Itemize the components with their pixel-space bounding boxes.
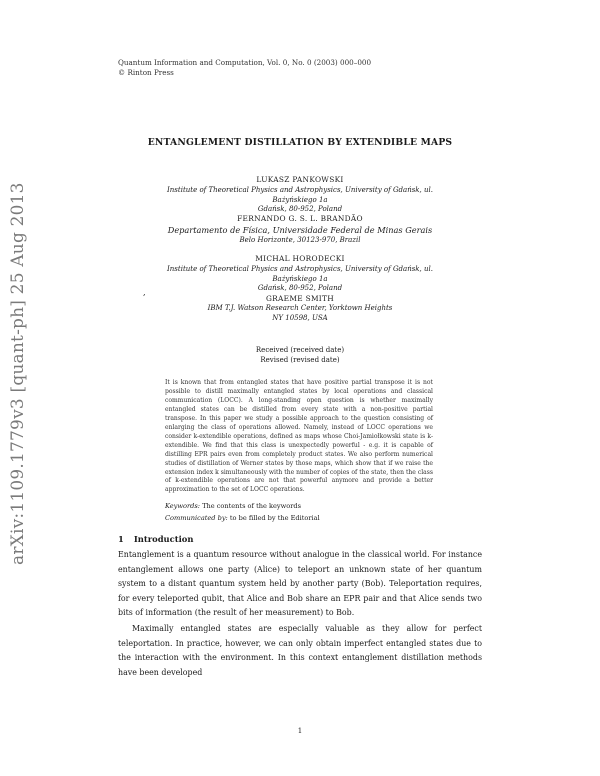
revised-date: Revised (revised date) [260, 356, 340, 364]
affiliation-line: Institute of Theoretical Physics and Astrophysics, University of Gdańsk, ul. Bażyńskiego 1a [167, 186, 433, 204]
affiliation-line: Gdańsk, 80-952, Poland [257, 284, 343, 292]
section-title: Introduction [133, 534, 194, 544]
page-number: 1 [297, 727, 303, 735]
author-name: LUKASZ PANKOWSKI [256, 175, 344, 184]
author-affiliation [150, 304, 450, 323]
author-affiliation [150, 225, 450, 245]
submission-dates [0, 345, 600, 365]
arxiv-stamp: arXiv:1109.1779v3 [quant-ph] 25 Aug 2013 [8, 182, 28, 565]
body-paragraph: Entanglement is a quantum resource without analogue in the classical world. For instance entanglement allows one party (Alice) to teleport an unknown state of her quantum system to a distant quantum system held by another party (Bob). Teleportation requires, for every teleported qubit, that Alice and Bob share an EPR pair and that Alice sends two bits of information (the result of her measurement) to Bob. [118, 550, 482, 618]
author-name: GRAEME SMITH [265, 294, 335, 303]
communicated-label: Communicated by: [165, 514, 228, 522]
communicated-value: to be filled by the Editorial [229, 514, 320, 522]
author-affiliation [148, 186, 452, 215]
body-paragraph: Maximally entangled states are especially valuable as they allow for perfect teleportation. In practice, however, we can only obtain imperfect entangled states due to the interaction with the environment. In this context entanglement distillation methods have been developed [118, 624, 482, 677]
affiliation-line: NY 10598, USA [272, 313, 328, 322]
communicated-by [165, 514, 320, 522]
journal-header [118, 58, 371, 78]
author-affiliation [148, 265, 452, 294]
received-date: Received (received date) [255, 346, 345, 354]
journal-citation: Quantum Information and Computation, Vol. 0, No. 0 (2003) 000–000 [118, 58, 372, 67]
section-number: 1 [118, 534, 124, 544]
author-name: FERNANDO G. S. L. BRANDÃO [237, 214, 363, 223]
affiliation-line: Gdańsk, 80-952, Poland [257, 205, 343, 213]
journal-copyright: © Rinton Press [118, 68, 174, 77]
affiliation-line: Institute of Theoretical Physics and Astrophysics, University of Gdańsk, ul. Bażyńskiego 1a [167, 265, 433, 283]
keywords-label: Keywords: [165, 502, 200, 510]
abstract: It is known that from entangled states that have positive partial transpose it is not possible to distill maximally entangled states by local operations and classical communication (LOCC). A long-standing open question is whether maximally entangled states can be distilled from every state with a non-positive partial transpose. In this paper we study a possible approach to the question consisting of enlarging the class of operations allowed. Namely, instead of LOCC operations we consider k-extendible operations, defined as maps whose Choi-Jamiołkowski state is k-extendible. We find that this class is unexpectedly powerful - e.g. it is capable of distilling EPR pairs even from completely product states. We also perform numerical studies of distillation of Werner states by those maps, which show that if we raise the extension index k simultaneously with the number of copies of the state, then the class of k-extendible operations are not that powerful anymore and provide a better approximation to the set of LOCC operations. [165, 379, 433, 494]
section-heading [118, 534, 203, 544]
affiliation-line: Departamento de Física, Universidade Federal de Minas Gerais [167, 225, 433, 235]
keywords [165, 502, 301, 510]
keywords-value: The contents of the keywords [202, 502, 301, 510]
paper-title: ENTANGLEMENT DISTILLATION BY EXTENDIBLE MAPS [147, 137, 453, 148]
affiliation-line: Belo Horizonte, 30123-970, Brazil [239, 236, 361, 244]
affiliation-line: IBM T.J. Watson Research Center, Yorktown Heights [207, 304, 393, 312]
author-name: MICHAL HORODECKI [255, 254, 345, 263]
stray-mark: , [143, 288, 146, 297]
